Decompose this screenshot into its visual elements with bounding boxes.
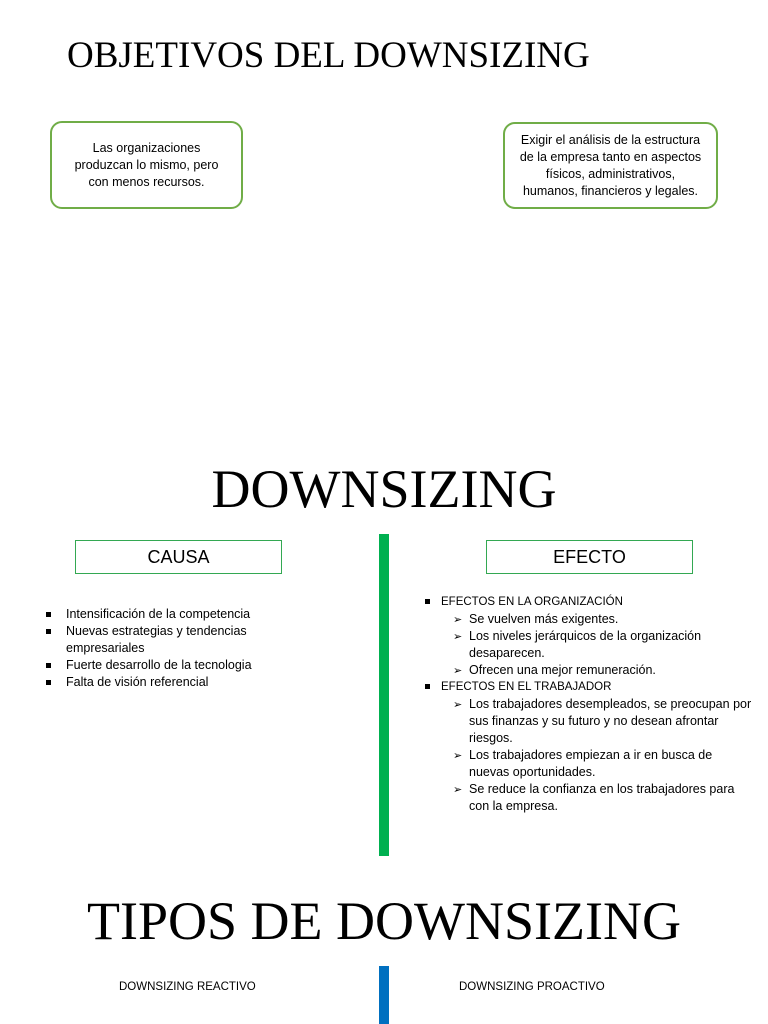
downsizing-title: DOWNSIZING <box>211 459 557 519</box>
green-divider <box>379 534 389 856</box>
efectos-group-heading: EFECTOS EN LA ORGANIZACIÓN <box>425 594 755 611</box>
causa-header: CAUSA <box>75 540 282 574</box>
efecto-item: ➢ Se reduce la confianza en los trabajadores para con la empresa. <box>453 781 755 815</box>
objective-box-2 <box>503 122 718 209</box>
objective-text-1: Las organizaciones produzcan lo mismo, pero con menos recursos. <box>74 140 219 189</box>
efecto-header: EFECTO <box>486 540 693 574</box>
efectos-group-heading: EFECTOS EN EL TRABAJADOR <box>425 679 755 696</box>
causas-list <box>46 606 306 691</box>
efecto-item: ➢ Los niveles jerárquicos de la organización desaparecen. <box>453 628 755 662</box>
causa-item: Falta de visión referencial <box>46 674 306 691</box>
causa-item: Intensificación de la competencia <box>46 606 306 623</box>
efecto-item: ➢ Ofrecen una mejor remuneración. <box>453 662 755 679</box>
tipos-title: TIPOS DE DOWNSIZING <box>87 891 681 951</box>
efecto-item: ➢ Se vuelven más exigentes. <box>453 611 755 628</box>
tipo-proactivo-label: DOWNSIZING PROACTIVO <box>459 981 605 993</box>
objective-box-1 <box>50 121 243 209</box>
tipo-reactivo-label: DOWNSIZING REACTIVO <box>119 981 256 993</box>
causa-item: Nuevas estrategias y tendencias empresariales <box>46 623 306 657</box>
efecto-item: ➢ Los trabajadores desempleados, se preocupan por sus finanzas y su futuro y no desean afrontar riesgos. <box>453 696 755 747</box>
efecto-item: ➢ Los trabajadores empiezan a ir en busca de nuevas oportunidades. <box>453 747 755 781</box>
efectos-sublist <box>453 696 755 815</box>
objetivos-title: OBJETIVOS DEL DOWNSIZING <box>67 35 590 76</box>
objective-text-2: Exigir el análisis de la estructura de la empresa tanto en aspectos físicos, administrativos, humanos, financieros y legales. <box>519 132 702 198</box>
efectos-list <box>425 594 755 815</box>
efectos-sublist <box>453 611 755 679</box>
blue-divider <box>379 966 389 1024</box>
causa-item: Fuerte desarrollo de la tecnologia <box>46 657 306 674</box>
